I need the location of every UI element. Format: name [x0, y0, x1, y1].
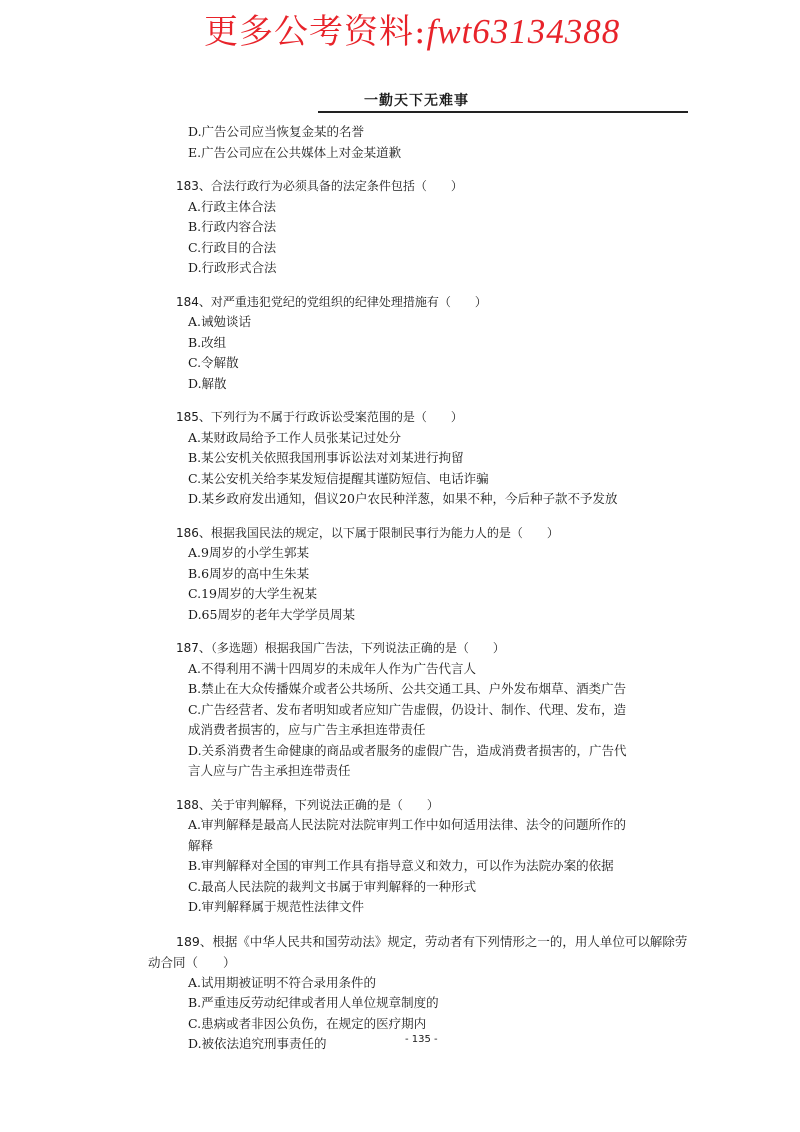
- question-185: [176, 407, 696, 510]
- question-stem: 185、下列行为不属于行政诉讼受案范围的是（ ）: [176, 410, 463, 424]
- leading-options: [176, 122, 696, 163]
- option-line: C.患病或者非因公负伤，在规定的医疗期内: [188, 1015, 427, 1031]
- question-stem: 189、根据《中华人民共和国劳动法》规定，劳动者有下列情形之一的，用人单位可以解除劳动合同（ ）: [148, 933, 688, 970]
- header-divider: [318, 111, 688, 113]
- option-line: A.9周岁的小学生郭某: [188, 545, 309, 560]
- option-line: D.65周岁的老年大学学员周某: [188, 606, 355, 622]
- question-184: [176, 292, 696, 395]
- option-line: C.广告经营者、发布者明知或者应知广告虚假，仍设计、制作、代理、发布，造: [188, 701, 627, 717]
- document-body: [148, 122, 696, 1055]
- option-line: D.某乡政府发出通知，倡议20户农民种洋葱，如果不种，今后种子款不予发放: [188, 491, 618, 506]
- question-186: [176, 523, 696, 626]
- question-183: [176, 176, 696, 279]
- option-line: C.19周岁的大学生祝某: [188, 586, 317, 601]
- option-line: B.严重违反劳动纪律或者用人单位规章制度的: [188, 995, 439, 1010]
- option-line: A.不得利用不满十四周岁的未成年人作为广告代言人: [188, 660, 477, 676]
- page-number: - 135 -: [405, 1034, 438, 1045]
- option-line: C.令解散: [188, 355, 239, 370]
- option-line: A.试用期被证明不符合录用条件的: [188, 974, 377, 990]
- option-line: B.禁止在大众传播媒介或者公共场所、公共交通工具、户外发布烟草、酒类广告: [188, 681, 627, 696]
- question-stem: 184、对严重违犯党纪的党组织的纪律处理措施有（ ）: [176, 294, 487, 309]
- option-line: D.关系消费者生命健康的商品或者服务的虚假广告，造成消费者损害的，广告代: [188, 742, 627, 758]
- option-line: B.某公安机关依照我国刑事诉讼法对刘某进行拘留: [188, 450, 464, 465]
- option-line: A.审判解释是最高人民法院对法院审判工作中如何适用法律、法令的问题所作的: [188, 817, 627, 832]
- option-line: C.最高人民法院的裁判文书属于审判解释的一种形式: [188, 878, 477, 894]
- option-line: B.改组: [188, 334, 227, 350]
- question-188: [176, 795, 696, 918]
- option-line: D.被依法追究刑事责任的: [188, 1036, 327, 1051]
- page-header-motto: 一勤天下无难事: [364, 93, 469, 109]
- option-line: D.审判解释属于规范性法律文件: [188, 899, 365, 914]
- promo-banner-text: 更多公考资料:: [204, 12, 427, 52]
- option-line: E.广告公司应在公共媒体上对金某道歉: [188, 144, 402, 160]
- option-line: 解释: [188, 837, 214, 853]
- option-line: D.广告公司应当恢复金某的名誉: [188, 124, 365, 139]
- question-187: [176, 638, 696, 782]
- option-line: B.行政内容合法: [188, 219, 277, 234]
- option-line: C.某公安机关给李某发短信提醒其谨防短信、电话诈骗: [188, 470, 489, 486]
- question-stem: 187、（多选题）根据我国广告法，下列说法正确的是（ ）: [176, 641, 505, 655]
- option-line: A.行政主体合法: [188, 198, 277, 214]
- option-line: A.某财政局给予工作人员张某记过处分: [188, 429, 402, 445]
- option-line: B.6周岁的高中生朱某: [188, 565, 310, 581]
- question-stem: 188、关于审判解释，下列说法正确的是（ ）: [176, 797, 439, 812]
- option-line: A.诫勉谈话: [188, 314, 252, 329]
- option-line: D.行政形式合法: [188, 260, 277, 275]
- option-line: B.审判解释对全国的审判工作具有指导意义和效力，可以作为法院办案的依据: [188, 858, 614, 873]
- promo-banner: [204, 4, 620, 53]
- option-line: D.解散: [188, 375, 227, 391]
- promo-banner-contact: fwt63134388: [426, 12, 621, 51]
- question-stem: 186、根据我国民法的规定，以下属于限制民事行为能力人的是（ ）: [176, 525, 559, 540]
- option-line: C.行政目的合法: [188, 239, 277, 255]
- option-line: 成消费者损害的，应与广告主承担连带责任: [188, 722, 426, 737]
- question-stem: 183、合法行政行为必须具备的法定条件包括（ ）: [176, 179, 463, 193]
- option-line: 言人应与广告主承担连带责任: [188, 763, 351, 778]
